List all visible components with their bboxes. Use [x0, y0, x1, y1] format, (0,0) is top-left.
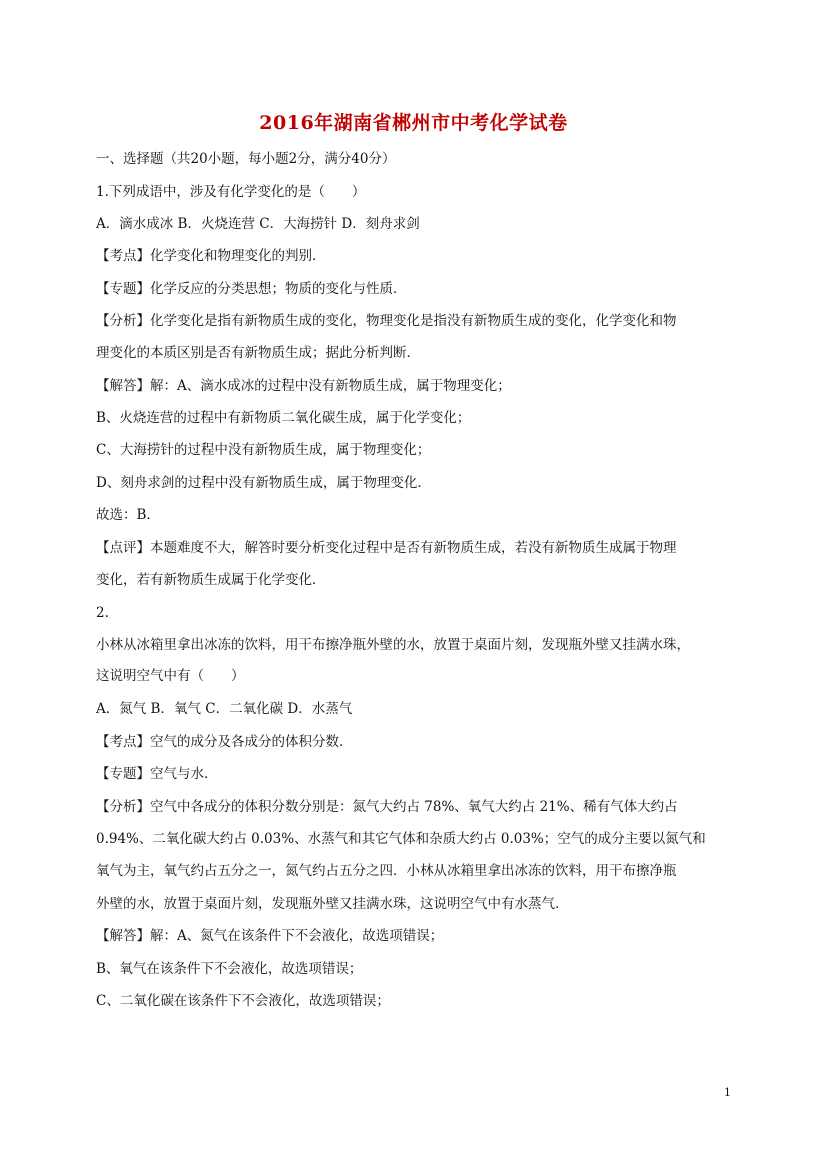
text-line: 氧气为主，氧气约占五分之一，氮气约占五分之四．小林从冰箱里拿出冰冻的饮料，用干布擦净瓶 — [96, 863, 677, 879]
text-line: D、刻舟求剑的过程中没有新物质生成，属于物理变化． — [96, 475, 431, 491]
text-line: B、氧气在该条件下不会液化，故选项错误； — [96, 961, 363, 977]
text-line: 【解答】解：A、氮气在该条件下不会液化，故选项错误； — [96, 928, 444, 944]
text-line: 2. — [96, 605, 109, 621]
text-line: A．氮气 B．氧气 C．二氧化碳 D．水蒸气 — [96, 701, 353, 717]
text-line: B、火烧连营的过程中有新物质二氧化碳生成，属于化学变化； — [96, 410, 471, 426]
text-line: A．滴水成冰 B．火烧连营 C．大海捞针 D．刻舟求剑 — [96, 216, 420, 232]
text-line: 小林从冰箱里拿出冰冻的饮料，用干布擦净瓶外壁的水，放置于桌面片刻，发现瓶外壁又挂满水珠， — [96, 637, 690, 653]
text-line: 理变化的本质区别是否有新物质生成；据此分析判断． — [96, 345, 420, 361]
text-line: C、二氧化碳在该条件下不会液化，故选项错误； — [96, 993, 390, 1009]
text-line: 这说明空气中有（ ） — [96, 668, 245, 684]
document-title: 2016年湖南省郴州市中考化学试卷 — [259, 112, 568, 134]
text-line: 【分析】空气中各成分的体积分数分别是：氮气大约占 78%、氧气大约占 21%、稀有气体大约占 — [96, 799, 678, 815]
page-number: 1 — [724, 1086, 731, 1099]
text-line: 【考点】化学变化和物理变化的判别． — [96, 248, 326, 264]
text-line: 变化，若有新物质生成属于化学变化． — [96, 572, 326, 588]
text-line: 【点评】本题难度不大，解答时要分析变化过程中是否有新物质生成，若没有新物质生成属于物理 — [96, 540, 677, 556]
text-line: 故选：B． — [96, 507, 160, 523]
text-line: 1.下列成语中，涉及有化学变化的是（ ） — [96, 184, 366, 200]
text-line: 外壁的水，放置于桌面片刻，发现瓶外壁又挂满水珠，这说明空气中有水蒸气． — [96, 896, 569, 912]
text-line: C、大海捞针的过程中没有新物质生成，属于物理变化； — [96, 442, 431, 458]
text-line: 一、选择题（共20小题，每小题2分，满分40分） — [96, 151, 396, 167]
text-line: 【解答】解：A、滴水成冰的过程中没有新物质生成，属于物理变化； — [96, 378, 511, 394]
text-line: 【考点】空气的成分及各成分的体积分数． — [96, 734, 353, 750]
text-line: 【分析】化学变化是指有新物质生成的变化，物理变化是指没有新物质生成的变化，化学变化和物 — [96, 313, 677, 329]
text-line: 0.94%、二氧化碳大约占 0.03%、水蒸气和其它气体和杂质大约占 0.03%；空气的成分主要以氮气和 — [96, 831, 706, 847]
text-line: 【专题】化学反应的分类思想；物质的变化与性质． — [96, 281, 407, 297]
text-line: 【专题】空气与水． — [96, 766, 218, 782]
